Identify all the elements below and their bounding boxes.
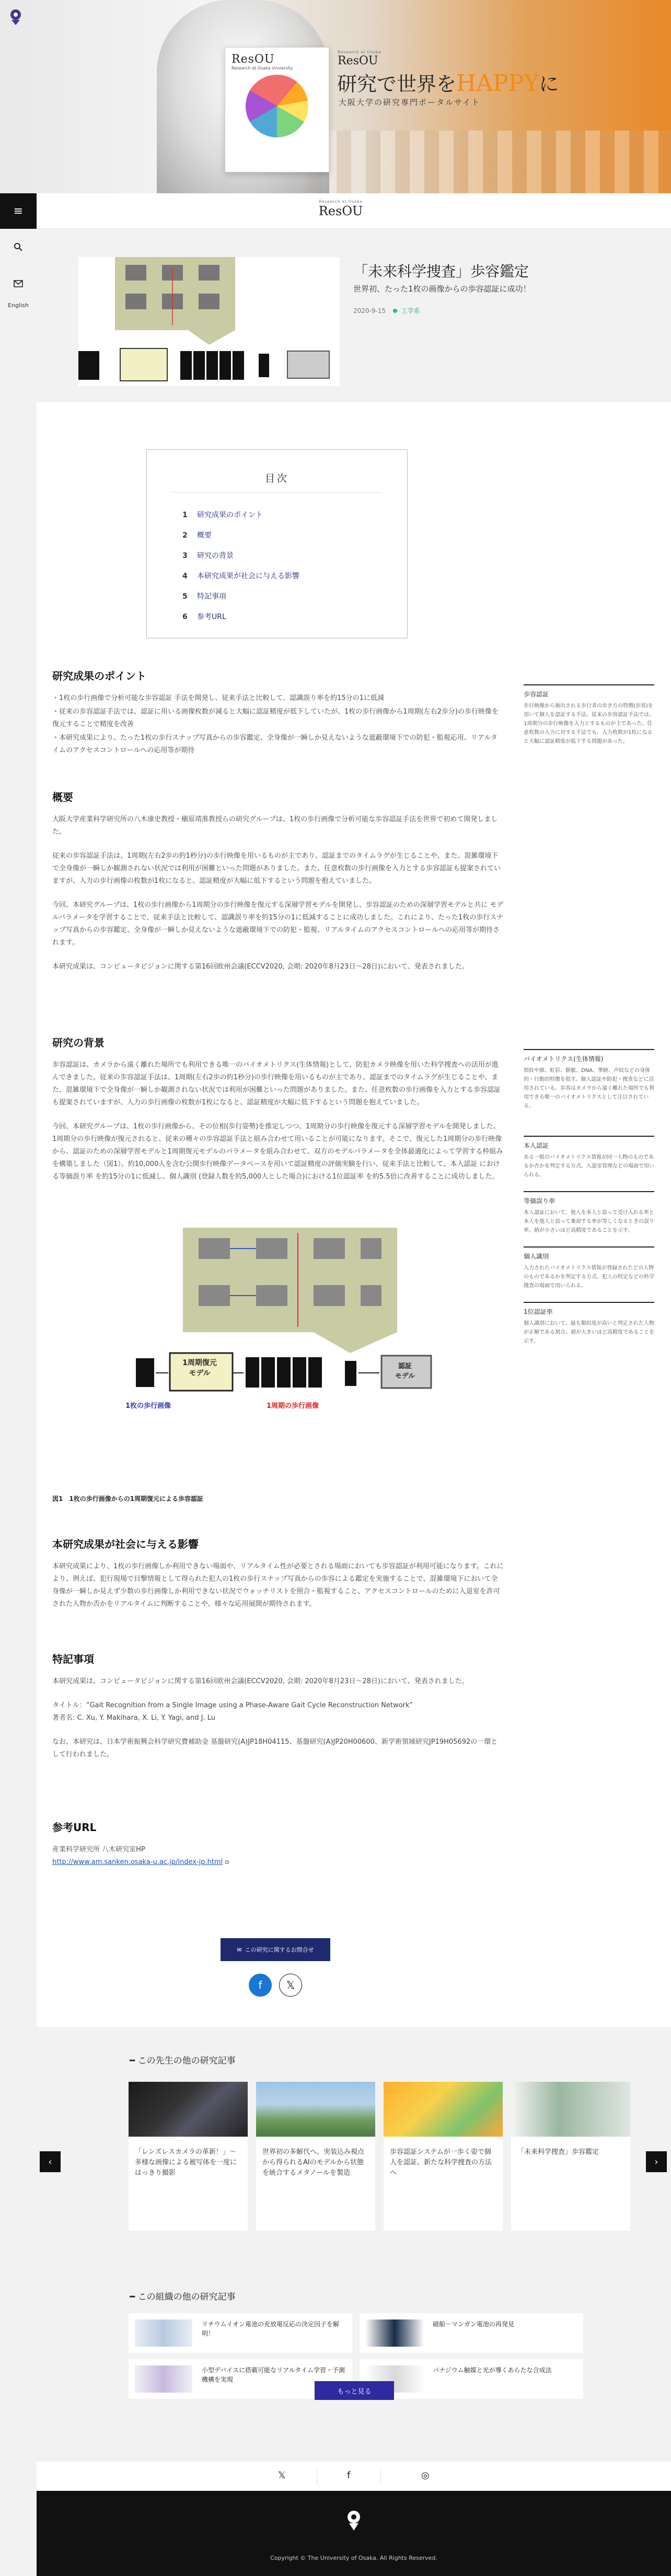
article-card[interactable]: 「未来科学捜査」歩容鑑定 — [511, 2082, 630, 2231]
section-background — [52, 1034, 504, 1195]
org-article-card[interactable]: 磁船－マンガン電池の再発見 — [360, 2313, 583, 2353]
org-article-card[interactable]: リチウムイオン電池の充放電反応の決定因子を解明！ — [129, 2313, 352, 2353]
toc-heading: 目次 — [264, 473, 289, 484]
toc-item[interactable]: 6 参考URL — [182, 613, 226, 621]
figure-label-cycle: 1周期の歩行画像 — [267, 1402, 319, 1410]
glossary-sidebar-1 — [524, 684, 654, 757]
paragraph: 本研究成果は、コンピュータビジョンに関する第16回欧州会議(ECCV2020, 会期: 2020年8月23日～28日)において、発表されました。 — [52, 1677, 469, 1685]
org-article-card[interactable]: 小型デバイスに搭載可能なリアルタイム学習・予測機構を実現 — [129, 2359, 352, 2399]
x-logo-icon[interactable]: 𝕏 — [278, 2470, 286, 2481]
toc-item[interactable]: 4 本研究成果が社会に与える影響 — [182, 572, 299, 580]
toc-divider — [172, 492, 381, 493]
chevron-left-icon: ‹ — [48, 2156, 52, 2167]
hero-magazine-image — [225, 47, 329, 172]
university-logo-icon[interactable] — [343, 2509, 365, 2532]
figure-label-auth: 認証 モデル — [395, 1362, 415, 1380]
paragraph: タイトル：“Gait Recognition from a Single Image using a Phase-Aware Gait Cycle Reconstruction Network” 著者名: C. Xu, Y. Makihara, X. Li, Y. Yagi, and J. Lu — [52, 1701, 413, 1722]
related-teacher-heading: ━ この先生の他の研究記事 — [130, 2056, 236, 2066]
paragraph: 歩容認証は、カメラから遠く離れた場所でも利用できる唯一のバイオメトリクス(生体情報)として、防犯カメラ映像を用いた科学捜査への活用が進んできました。従来の歩容認証手法は、1周期(左右2歩の約1秒分)の歩行映像を用いるものが主であり、認証までのタイムラグが生じることや、また、混雑環境下で全身像が一瞬しか観測されない状況では利用が困難といった問題がありました。また、任意枚数の歩行画像を入力とする歩容認証も提案されていますが、入力の歩行画像の枚数が1枚になると、認証精度が大幅に低下するという問題を抱えていました。 — [52, 1061, 501, 1106]
carousel-prev-button[interactable] — [40, 2151, 61, 2172]
paragraph: 本研究成果は、コンピュータビジョンに関する第16回欧州会議(ECCV2020, 会期: 2020年8月23日～28日)において、発表されました。 — [52, 963, 469, 971]
chevron-right-icon: › — [654, 2156, 658, 2167]
figure-label-single: 1枚の歩行画像 — [125, 1402, 171, 1410]
facebook-icon[interactable]: f — [347, 2470, 351, 2481]
article-category[interactable]: 工学系 — [401, 307, 420, 314]
university-logo-icon[interactable] — [5, 6, 26, 27]
article-meta — [353, 306, 420, 315]
article-card-image — [366, 2319, 423, 2347]
glossary-sidebar-2 — [524, 1049, 654, 1122]
article-card-image — [135, 2365, 192, 2393]
footer — [37, 2491, 671, 2576]
glossary-item: 個人識別 入力されたバイオメトリクス情報が登録されたどの人物のものであるかを判定する方式。犯人の特定などの科学捜査の場面で用いられる。 — [524, 1246, 654, 1290]
article-card[interactable]: 世界初の多解代へ、実装込み視点から得られるAIのモデルから状態を統合するメタノールを製造 — [256, 2082, 375, 2231]
article-card[interactable]: 「レンズレスカメラの革新！」～多様な画像による被写体を一度にはっきり撮影 — [129, 2082, 248, 2231]
article-header-figure — [78, 257, 340, 386]
magazine-subtitle: Research at Osaka University — [232, 66, 293, 71]
hero-banner — [0, 0, 671, 193]
external-link-icon: ⧉ — [225, 1859, 229, 1866]
article-date: 2020-9-15 — [353, 307, 386, 314]
paragraph: なお、本研究は、日本学術振興会科学研究費補助金 基盤研究(A)JP18H04115、基盤研究(A)JP20H00600、新学術領域研究JP19H05692の一環として行われました。 — [52, 1738, 498, 1758]
section-heading: 本研究成果が社会に与える影響 — [52, 1538, 199, 1551]
search-icon — [14, 242, 23, 252]
magazine-flower-graphic — [246, 75, 308, 137]
reference-label: 産業科学研究所 八木研究室HP — [52, 1846, 145, 1854]
top-bar — [0, 193, 671, 229]
paragraph: 本研究成果により、1枚の歩行画像しか利用できない場面や、リアルタイム性が必要とされる場面においても歩容認証が利用可能になります。これにより、例えば、犯行現場で目撃情報として得られた犯人の1枚の歩行スナップ写真からの歩容による鑑定を実施することで、混雑環境下において全身像が一瞬しか見えず少数の歩行画像しか利用できない状況でウォッチリストを照合・監視すること、アクセスコントロールのために入退室を許可された人物か否かをリアルタイムに判断することや、様々な応用展開が期待されます。 — [52, 1563, 504, 1608]
category-dot-icon — [393, 309, 397, 313]
org-article-card[interactable]: パナジウム触媒と光が導くあらたな合成法 — [360, 2359, 583, 2399]
heading-bar-icon: ━ — [130, 2292, 135, 2302]
side-rail — [0, 229, 37, 333]
magazine-title: ResOU — [232, 53, 275, 66]
language-link[interactable]: English — [8, 302, 29, 309]
glossary-item: 1位認証率 個人識別において、最も類似度が高いと判定された人物が正解である割合。値が大きいほど高精度であることを示す。 — [524, 1302, 654, 1346]
paragraph: ・従来の歩容認証手法では、認証に用いる画像枚数が減ると大幅に認証精度が低下していたが、1枚の歩行画像から1周期(左右2歩分)の歩行映像を復元することで精度を改善 — [52, 708, 499, 728]
site-logo[interactable]: Research at Osaka ResOU — [318, 200, 363, 218]
paragraph: 従来の歩容認証手法は、1周期(左右2歩の約1秒分)の歩行映像を用いるものが主であり、認証までのタイムラグが生じることや、また、混雑環境下で全身像が一瞬しか観測されない状況では利用が困難といった問題がありました。また、任意枚数の歩行画像を入力とする歩容認証も提案されていますが、入力の歩行画像の枚数が1枚になると、認証精度が大幅に低下するという問題を抱えていました。 — [52, 852, 501, 885]
glossary-item: 本人認証 ある一組のバイオメトリクス情報が同一人物のものであるか否かを判定する方式。入退室管理などの場面で用いられる。 — [524, 1136, 654, 1180]
figure-caption: 図1 1枚の歩行画像からの1周期復元による歩容認証 — [52, 1495, 204, 1502]
figure-label-model: 1周期復元 モデル — [182, 1359, 217, 1378]
table-of-contents — [146, 449, 408, 638]
facebook-share-button[interactable] — [249, 1974, 272, 1997]
contact-button[interactable]: ✉ この研究に関するお問合せ — [221, 1938, 330, 1961]
article-card-image — [129, 2082, 248, 2137]
article-header — [37, 229, 671, 402]
hero-background-building — [293, 131, 671, 193]
menu-button[interactable] — [0, 193, 37, 229]
article-card-image — [135, 2319, 192, 2347]
article-card-image — [256, 2082, 375, 2137]
toc-item[interactable]: 3 研究の背景 — [182, 552, 234, 560]
hamburger-icon: ≡ — [13, 204, 24, 218]
toc-item[interactable]: 1 研究成果のポイント — [182, 511, 263, 519]
article-card-image — [384, 2082, 503, 2137]
more-button[interactable]: もっと見る — [315, 2381, 394, 2400]
paragraph: 今回、本研究グループは、1枚の歩行画像から、その位相(歩行姿勢)を推定しつつ、1周期分の歩行映像を復元する深層学習モデルを開発しました。1周期分の歩行映像が復元されると、従来の種々の歩容認証手法と組み合わせて用いることが可能になります。そこで、復元した1周期分の歩行映像から、認証のための深層学習モデルと1周期復元モデルのパラメータを組み合わせて、双方のモデルパラメータを全体最適化によって学習する枠組みを構築しました（図1）。約10,000人を含む公開歩行映像データベースを用いて認証精度の評価実験を行い、従来手法と比較して、本人認証 における等価誤り率 を約15分の1に低減し、個人識別 (登録人数を約5,000人とした場合)における1位認証率 を約5.5倍に改善することに成功しました。 — [52, 1123, 503, 1181]
reference-link[interactable]: http://www.am.sanken.osaka-u.ac.jp/index-jp.html — [52, 1858, 223, 1866]
paragraph: ・本研究成果により、たった1枚の歩行スナップ写真からの歩容鑑定、全身像が一瞬しか見えないような遮蔽環境下での防犯・監視応用、リアルタイムのアクセスコントロールへの応用等が期待 — [52, 734, 498, 754]
instagram-icon[interactable]: ◎ — [421, 2470, 430, 2481]
glossary-sidebar-3 — [524, 1136, 654, 1357]
divider — [380, 2469, 381, 2484]
mail-button[interactable] — [0, 265, 37, 302]
section-heading: 研究の背景 — [52, 1036, 105, 1049]
section-overview — [52, 789, 504, 985]
hero-tagline: 研究で世界をHAPPYに — [337, 70, 559, 97]
paragraph: ・1枚の歩行画像で分析可能な歩容認証 手法を開発し、従来手法と比較して、認識誤り率を約15分の1に低減 — [52, 694, 384, 702]
related-teacher-carousel — [129, 2082, 599, 2231]
copyright: Copyright © The University of Osaka. All Rights Reserved. — [270, 2555, 437, 2561]
related-org-heading: ━ この組織の他の研究記事 — [130, 2292, 236, 2302]
section-impact — [52, 1536, 504, 1622]
facebook-icon: f — [258, 1979, 262, 1991]
section-heading: 概要 — [52, 791, 73, 803]
glossary-item: 等価誤り率 本人認証において、他人を本人と誤って受け入れる率と本人を他人と誤って棄却する率が等しくなるときの誤り率。値が小さいほど高精度であることを示す。 — [524, 1191, 654, 1235]
toc-item[interactable]: 2 概要 — [182, 531, 212, 540]
paragraph: 今回、本研究グループは、1枚の歩行画像から1周期分の歩行映像を復元する深層学習モデルを開発し、歩容認証のための深層学習モデルと共に モデルパラメータを学習することで、従来手法と比較して、認識誤り率を約15分の1に低減することに成功しました。これにより、たった1枚の歩行スナップ写真からの歩容鑑定、全身像が一瞬しか見えないような遮蔽環境下での防犯・監視、リアルタイムのアクセスコントロールへの応用等が期待されます。 — [52, 901, 504, 947]
section-points — [52, 668, 504, 768]
x-share-button[interactable] — [279, 1974, 302, 1997]
paragraph: 大阪大学産業科学研究所の八木康史教授・槇原靖准教授らの研究グループは、1枚の歩行画像で分析可能な歩容認証手法を世界で初めて開発しました。 — [52, 815, 498, 836]
section-reference — [52, 1819, 504, 1869]
mail-icon: ✉ — [237, 1946, 242, 1953]
hero-resou-logo: Research at Osaka ResOU — [338, 50, 381, 67]
section-heading: 参考URL — [52, 1821, 97, 1834]
article-card-image — [511, 2082, 630, 2137]
mail-icon — [14, 280, 23, 287]
section-notes — [52, 1651, 504, 1773]
article-body — [37, 402, 671, 2027]
article-title: 「未来科学捜査」歩容鑑定 — [353, 263, 529, 280]
article-subtitle: 世界初、たった1枚の画像からの歩容認証に成功！ — [353, 284, 531, 294]
section-heading: 研究成果のポイント — [52, 670, 146, 682]
article-card[interactable]: 歩容認証システムが一歩く姿で個人を認証、新たな科学捜査の方法へ — [384, 2082, 503, 2231]
toc-item[interactable]: 5 特記事項 — [182, 592, 226, 601]
section-heading: 特記事項 — [52, 1653, 94, 1665]
footer-social-bar — [37, 2462, 671, 2491]
hero-tagline-sub: 大阪大学の研究専門ポータルサイト — [339, 98, 480, 107]
heading-bar-icon: ━ — [130, 2056, 135, 2066]
glossary-item: 歩容認証 歩行映像から抽出される歩行者の歩き方の特徴(歩容)を用いて個人を認証する手法。従来の歩容認証手法では、1周期分の歩行映像を入力とするものが主であった。任意枚数の入力に対する手法でも、入力枚数が1枚になると大幅に認証精度が低下する問題があった。 — [524, 684, 654, 746]
glossary-item: バイオメトリクス(生体情報) 指紋や顔、虹彩、静脈、DNA、筆跡、声紋などの身体的・行動的特徴を指す。個人認証や防犯・捜査などに活用されている。歩容はカメラから遠く離れた場所でも利用できる唯一のバイオメトリクスとして注目されている。 — [524, 1049, 654, 1111]
search-button[interactable] — [0, 229, 37, 265]
carousel-next-button[interactable] — [646, 2151, 667, 2172]
share-buttons — [249, 1974, 302, 1997]
x-logo-icon: 𝕏 — [286, 1979, 295, 1991]
